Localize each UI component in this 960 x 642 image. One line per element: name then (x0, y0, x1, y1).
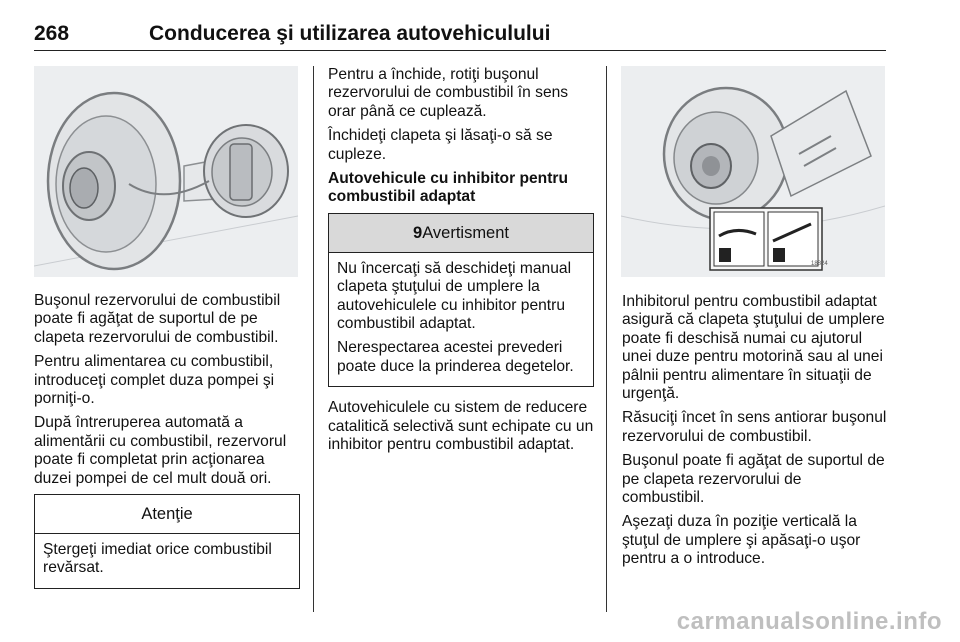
paragraph: Buşonul rezervorului de combustibil poate fi agăţat de suportul de pe clapeta rezervorului de combustibil. (34, 292, 281, 346)
warning-title: Avertisment (422, 223, 509, 242)
paragraph: Buşonul poate fi agăţat de suportul de pe clapeta rezervorului de combustibil. (622, 452, 885, 507)
paragraph: Răsuciţi încet în sens antiorar buşonul rezervorului de combustibil. (622, 409, 887, 445)
paragraph: Închideţi clapeta şi lăsaţi-o să se cupleze. (328, 127, 553, 163)
paragraph: Pentru alimentarea cu combustibil, introduceţi complet duza pompei şi porniţi-o. (34, 353, 275, 408)
column-divider (606, 66, 607, 612)
fuel-inhibitor-illustration (621, 66, 885, 277)
paragraph: Inhibitorul pentru combustibil adaptat asigură că clapeta ştuţului de umplere poate fi deschisă numai cu ajutorul unei duze pentru motorină sau al unei pâlnii pentru alimentare în situaţii de urgenţă. (622, 293, 885, 403)
chapter-title: Conducerea şi utilizarea autovehiculului (149, 22, 551, 45)
warning-text: Nu încercaţi să deschideţi manual clapeta ştuţului de umplere la autovehiculele cu inhibitor pentru combustibil adaptat. (337, 259, 572, 333)
column-1 (34, 292, 300, 589)
caution-text: Ştergeţi imediat orice combustibil revărsat. (43, 541, 272, 577)
paragraph: Pentru a închide, rotiţi buşonul rezervorului de combustibil în sens orar până ce cuplează. (328, 66, 569, 120)
paragraph: Aşezaţi duza în poziţie verticală la ştuţul de umplere şi apăsaţi-o uşor pentru a o introduce. (622, 513, 861, 568)
warning-box (328, 213, 594, 387)
warning-header (329, 214, 593, 253)
section-subheading: Autovehicule cu inhibitor pentru combustibil adaptat (328, 170, 568, 206)
caution-box (34, 494, 300, 589)
paragraph: După întreruperea automată a alimentării cu combustibil, rezervorul poate fi completat prin acţionarea duzei pompei de cel mult două ori. (34, 414, 287, 487)
image-code: 18824 (811, 261, 828, 267)
caution-title: Atenţie (35, 495, 299, 534)
paragraph: Autovehiculele cu sistem de reducere catalitică selectivă sunt echipate cu un inhibitor pentru combustibil adaptat. (328, 399, 594, 454)
fuel-cap-illustration (34, 66, 298, 277)
warning-icon: 9 (413, 223, 423, 242)
page-number: 268 (34, 22, 70, 45)
column-3 (622, 293, 888, 575)
watermark: carmanualsonline.info (676, 608, 942, 635)
column-2 (328, 66, 594, 461)
page-header (34, 0, 886, 51)
column-divider (313, 66, 314, 612)
warning-text: Nerespectarea acestei prevederi poate duce la prinderea degetelor. (337, 339, 574, 375)
